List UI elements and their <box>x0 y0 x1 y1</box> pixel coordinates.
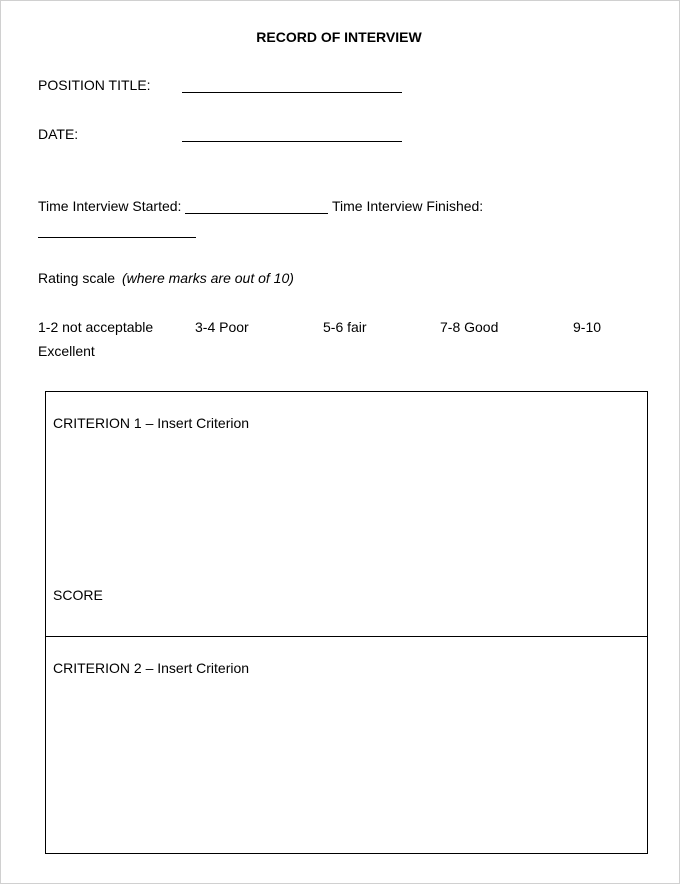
rating-scale-item-3: 5-6 fair <box>323 319 367 335</box>
rating-scale-item-2: 3-4 Poor <box>195 319 249 335</box>
rating-scale-item-5-wrap: Excellent <box>38 343 95 359</box>
time-started-field[interactable] <box>185 213 328 214</box>
rating-scale-label: Rating scale <box>38 270 116 286</box>
position-title-label: POSITION TITLE: <box>38 77 151 93</box>
rating-scale-item-1: 1-2 not acceptable <box>38 319 154 335</box>
rating-scale-item-4: 7-8 Good <box>440 319 499 335</box>
criterion-2-title: CRITERION 2 – Insert Criterion <box>53 660 250 676</box>
time-finished-label: Time Interview Finished: <box>332 198 484 214</box>
rating-scale-note: (where marks are out of 10) <box>121 270 294 286</box>
time-started-label: Time Interview Started: <box>38 198 182 214</box>
rating-scale-heading <box>38 270 294 286</box>
document-title: RECORD OF INTERVIEW <box>256 29 422 45</box>
date-field[interactable] <box>182 141 402 142</box>
rating-scale-item-5: 9-10 <box>573 319 602 335</box>
date-label: DATE: <box>38 126 79 142</box>
time-finished-field[interactable] <box>38 237 196 238</box>
criteria-table <box>45 391 648 854</box>
position-title-field[interactable] <box>182 92 402 93</box>
criteria-divider <box>46 636 647 637</box>
criterion-1-title: CRITERION 1 – Insert Criterion <box>53 415 250 431</box>
criterion-1-score-label: SCORE <box>53 587 103 603</box>
